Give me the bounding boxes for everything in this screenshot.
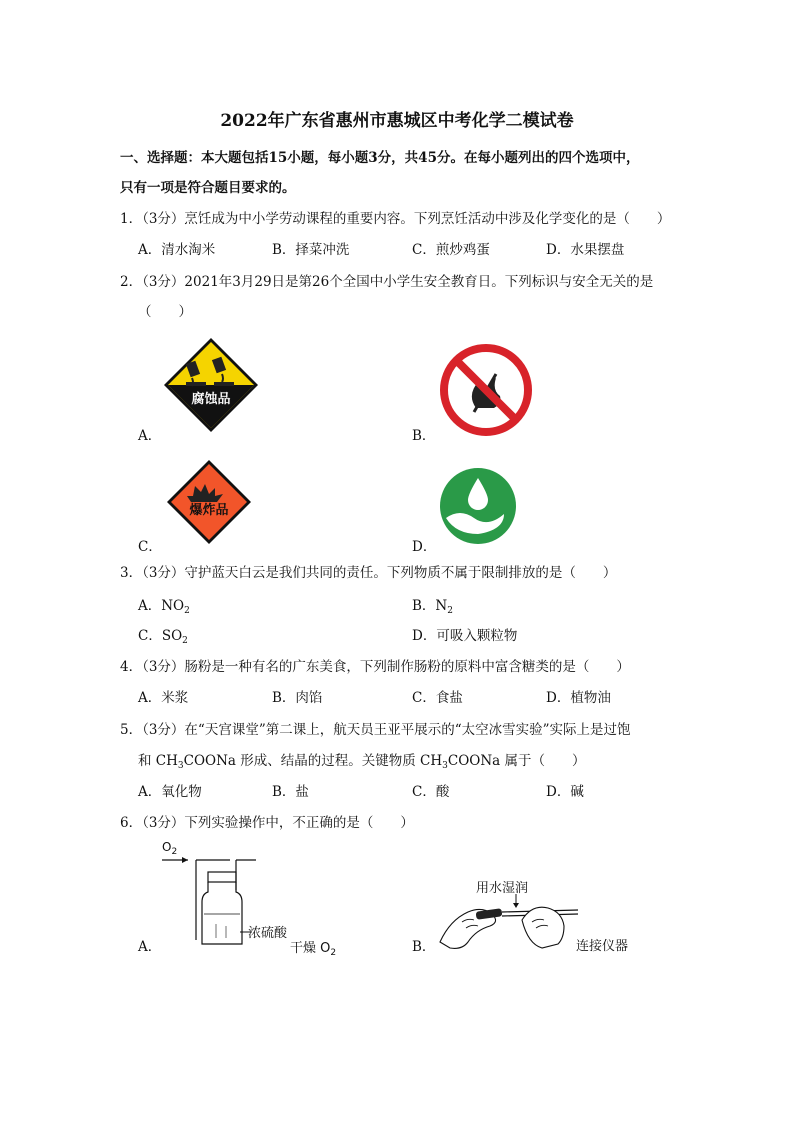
q3-option-a: A．$NO_2$ [138, 598, 190, 616]
question-3-stem: 3．（3分）守护蓝天白云是我们共同的责任。下列物质不属于限制排放的是（ ） [120, 565, 617, 581]
q3-option-b: B．$N_2$ [412, 598, 453, 616]
q6-option-a: A． [138, 939, 162, 955]
explosive-sign-text: 爆炸品 [189, 503, 229, 518]
q1-option-c: C．煎炒鸡蛋 [412, 242, 490, 258]
q2-option-b: B． [412, 428, 436, 444]
q3-option-d: D．可吸入颗粒物 [412, 628, 518, 644]
q5-option-a: A．氧化物 [138, 784, 202, 800]
fig-b-caption: 连接仪器 [576, 939, 629, 954]
q5-option-c: C．酸 [412, 784, 450, 800]
question-6-stem: 6．（3分）下列实验操作中，不正确的是（ ） [120, 815, 414, 831]
question-5-stem-line2: 和 $CH_3COONa$ 形成、结晶的过程。关键物质 $CH_3COONa$ 属于（ ） [138, 753, 586, 771]
q2-option-d: D． [412, 539, 437, 555]
q4-option-d: D．植物油 [546, 690, 611, 706]
question-5-stem-line1: 5．（3分）在“天宫课堂”第二课上，航天员王亚平展示的“太空冰雪实验”实际上是过饱 [120, 722, 631, 738]
question-2-stem-line2: （ ） [138, 304, 192, 320]
corrosive-sign-icon [162, 336, 260, 434]
explosive-sign-icon [165, 458, 253, 546]
q6-option-b: B． [412, 939, 436, 955]
q2-option-c: C． [138, 539, 162, 555]
page-title: 2022年广东省惠州市惠城区中考化学二模试卷 [220, 111, 574, 131]
q5-option-b: B．盐 [272, 784, 309, 800]
wet-label: 用水湿润 [476, 881, 529, 896]
fig-a-caption: 干燥 $O_2$ [290, 941, 337, 958]
q4-option-a: A．米浆 [138, 690, 189, 706]
acid-label: 浓硫酸 [248, 926, 288, 941]
q4-option-b: B．肉馅 [272, 690, 323, 706]
q1-option-a: A．清水淘米 [138, 242, 216, 258]
q1-option-b: B．择菜冲洗 [272, 242, 350, 258]
q3-option-c: C．$SO_2$ [138, 628, 188, 646]
q4-option-c: C．食盐 [412, 690, 463, 706]
q1-option-d: D．水果摆盘 [546, 242, 625, 258]
connecting-apparatus-icon [432, 892, 582, 952]
no-fire-sign-icon [440, 344, 532, 436]
section-heading-line2: 只有一项是符合题目要求的。 [120, 180, 296, 196]
q2-option-a: A． [138, 428, 162, 444]
corrosive-sign-text: 腐蚀品 [191, 392, 231, 407]
question-2-stem-line1: 2．（3分）2021年3月29日是第26个全国中小学生安全教育日。下列标识与安全无关的是 [120, 274, 654, 290]
section-heading-line1: 一、选择题：本大题包括15小题，每小题3分，共45分。在每小题列出的四个选项中， [120, 150, 640, 166]
gas-label: $O_2$ [162, 840, 178, 857]
question-1-stem: 1．（3分）烹饪成为中小学劳动课程的重要内容。下列烹饪活动中涉及化学变化的是（ ） [120, 211, 671, 227]
question-4-stem: 4．（3分）肠粉是一种有名的广东美食，下列制作肠粉的原料中富含糖类的是（ ） [120, 659, 630, 675]
q5-option-d: D．碱 [546, 784, 584, 800]
water-saving-sign-icon [438, 466, 518, 546]
